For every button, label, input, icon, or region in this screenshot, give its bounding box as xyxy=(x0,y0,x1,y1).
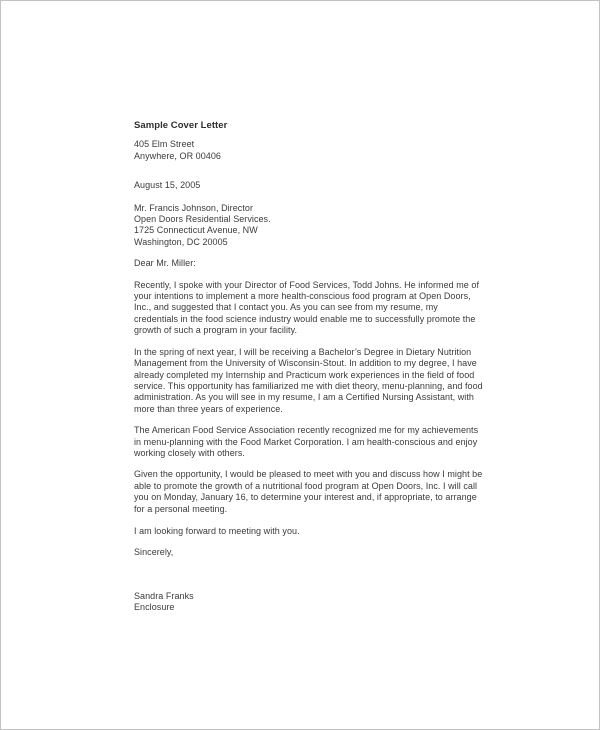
body-paragraph: The American Food Service Association recently recognized me for my achievements in menu-planning with the Food Market Corporation. I am health-conscious and enjoy working closely with others. xyxy=(134,425,479,458)
body-paragraph: Recently, I spoke with your Director of Food Services, Todd Johns. He informed me of your intentions to implement a more health-conscious food program at Open Doors, Inc., and suggested that I contact you. As you can see from my resume, my credentials in the food science industry would enable me to successfully promote the growth of such a program in your facility. xyxy=(134,279,480,336)
sender-address-line: 405 Elm Street xyxy=(134,139,195,150)
signature-name: Sandra Franks xyxy=(134,590,194,601)
body-paragraph: In the spring of next year, I will be receiving a Bachelor’s Degree in Dietary Nutrition Management from the University of Wisconsin-Stout. In addition to my degree, I have already completed my Internship and Practicum work experiences in the field of food service. This opportunity has familiarized me with diet theory, menu-planning, and food administration. As you will see in my resume, I am a Certified Nursing Assistant, with more than three years of experience. xyxy=(134,346,483,414)
closing-line: I am looking forward to meeting with you. xyxy=(134,525,300,536)
body-paragraph: Given the opportunity, I would be pleased to meet with you and discuss how I might be able to promote the growth of a nutritional food program at Open Doors, Inc. I will call you on Monday, January 16, to determine your interest and, if appropriate, to arrange for a personal meeting. xyxy=(134,469,483,514)
enclosure-note: Enclosure xyxy=(134,602,175,613)
recipient-line: Open Doors Residential Services. xyxy=(134,214,271,225)
signature-block xyxy=(134,591,484,614)
letter-date: August 15, 2005 xyxy=(134,180,201,191)
salutation: Dear Mr. Miller: xyxy=(134,258,196,269)
recipient-address-block xyxy=(134,203,484,249)
letter-title: Sample Cover Letter xyxy=(134,120,228,131)
recipient-line: 1725 Connecticut Avenue, NW xyxy=(134,225,258,236)
cover-letter-body xyxy=(134,120,484,614)
sender-address-line: Anywhere, OR 00406 xyxy=(134,150,221,161)
recipient-line: Washington, DC 20005 xyxy=(134,236,228,247)
valediction: Sincerely, xyxy=(134,547,174,558)
recipient-line: Mr. Francis Johnson, Director xyxy=(134,202,253,213)
sender-address-block xyxy=(134,139,484,162)
